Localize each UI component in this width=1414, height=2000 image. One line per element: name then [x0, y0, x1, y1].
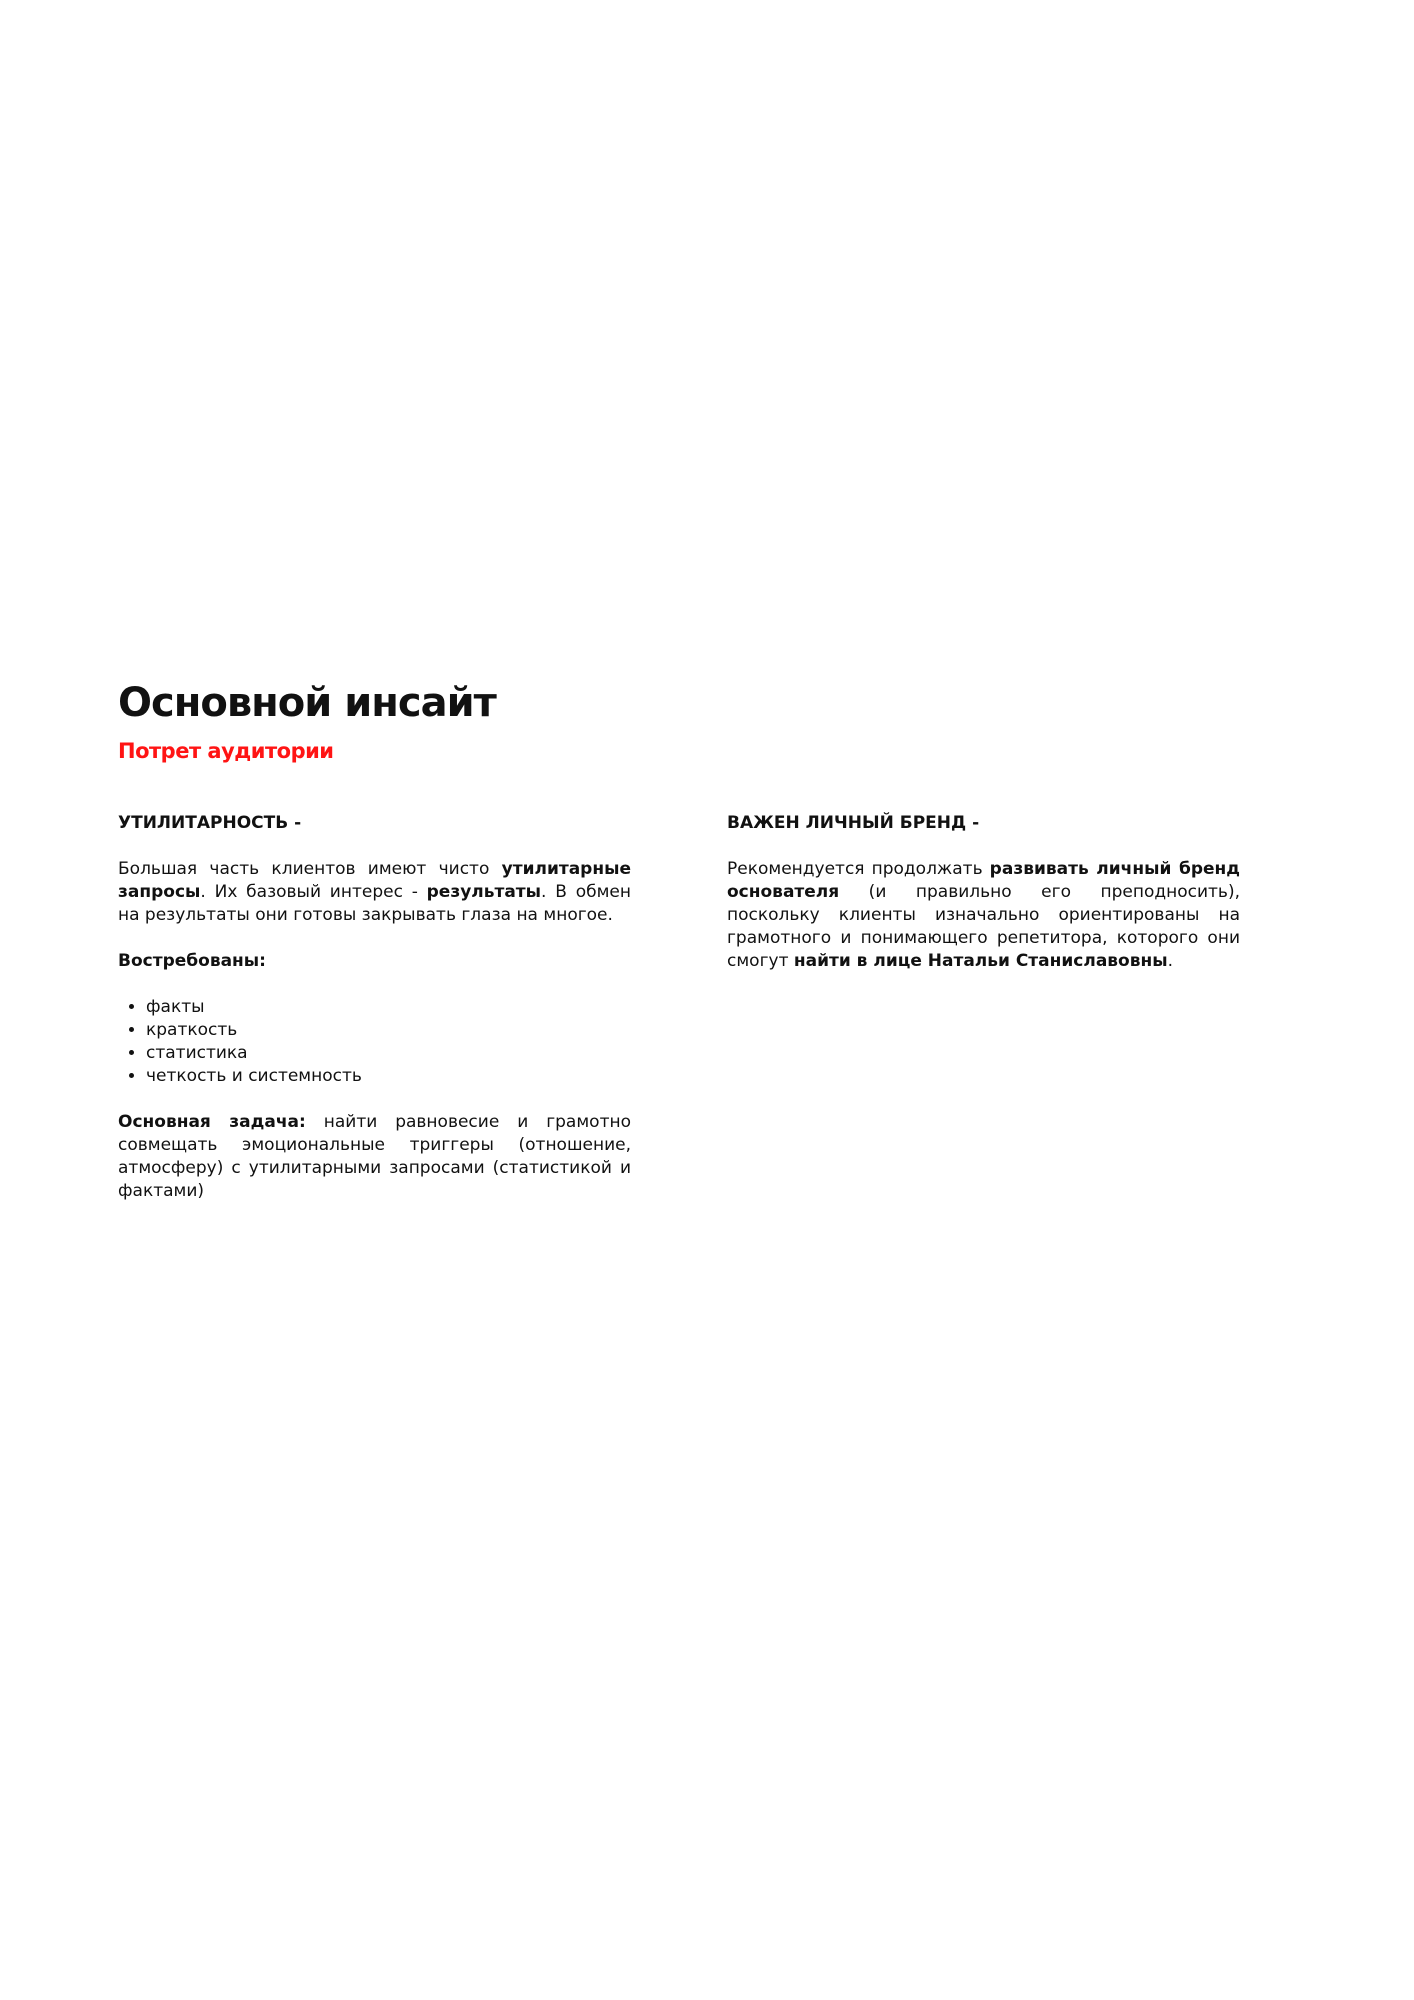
brand-heading: ВАЖЕН ЛИЧНЫЙ БРЕНД - — [727, 813, 980, 833]
page-header — [118, 678, 496, 766]
demand-list — [118, 996, 631, 1088]
brand-bold-2: найти в лице Натальи Станиславовны — [793, 951, 1168, 971]
brand-paragraph — [727, 858, 1240, 973]
page-title: Основной инсайт — [118, 680, 496, 726]
utility-column — [118, 812, 631, 1203]
intro-text-1: Большая часть клиентов имеют чисто — [118, 859, 502, 879]
list-item: • краткость — [146, 1019, 631, 1042]
brand-bold-1: развивать личный бренд основателя — [727, 859, 1240, 902]
utility-intro-paragraph — [118, 858, 631, 927]
page-subtitle: Потрет аудитории — [118, 739, 334, 763]
brand-text-3: . — [1167, 951, 1174, 971]
list-item: • четкость и системность — [146, 1065, 631, 1088]
brand-text-1: Рекомендуется продолжать — [727, 859, 990, 879]
intro-bold-1: утилитарные запросы — [118, 859, 631, 902]
demand-label — [118, 950, 631, 973]
brand-column — [727, 812, 1240, 973]
intro-bold-2: результаты — [426, 882, 542, 902]
demand-label-text: Востребованы: — [118, 951, 266, 971]
list-item: • статистика — [146, 1042, 631, 1065]
main-task-label: Основная задача: — [118, 1112, 306, 1132]
main-task-text: найти равновесие и грамотно совмещать эмоциональные триггеры (отношение, атмосферу) с утилитарными запросами (статистикой и фактами) — [118, 1112, 631, 1201]
intro-text-3: . В обмен на результаты они готовы закрывать глаза на многое. — [118, 882, 631, 925]
brand-text-2: (и правильно его преподносить), поскольку клиенты изначально ориентированы на грамотного и понимающего репетитора, которого они смогут — [727, 882, 1240, 971]
utility-heading: УТИЛИТАРНОСТЬ - — [118, 813, 302, 833]
intro-text-2: . Их базовый интерес - — [200, 882, 427, 902]
list-item: • факты — [146, 996, 631, 1019]
main-task-paragraph — [118, 1111, 631, 1203]
